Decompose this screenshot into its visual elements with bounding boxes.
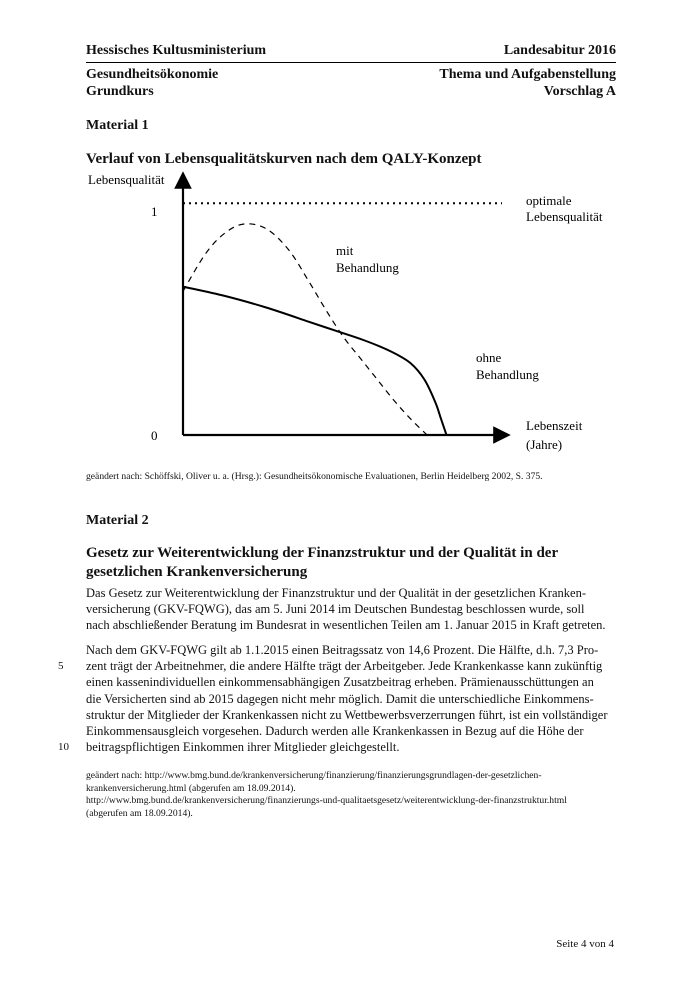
header-row-3 [86, 83, 616, 101]
course-name: Grundkurs [86, 84, 154, 99]
label-with-treatment-2: Behandlung [336, 260, 399, 275]
paragraph-1-line: versicherung (GKV-FQWG), das am 5. Juni 2014 im Deutschen Bundestag beschlossen wurde, soll [86, 602, 585, 617]
label-without-treatment-1: ohne [476, 350, 502, 365]
paragraph-1-line: Das Gesetz zur Weiterentwicklung der Finanzstruktur und der Qualität in der gesetzlichen Kranken- [86, 586, 586, 600]
exam-name: Landesabitur 2016 [503, 43, 616, 58]
ministry-name: Hessisches Kultusministerium [86, 43, 267, 58]
source-line: krankenversicherung.html (abgerufen am 18.09.2014). [86, 782, 296, 794]
subject-name: Gesundheitsökonomie [86, 67, 219, 82]
page-number: Seite 4 von 4 [556, 938, 614, 950]
paragraph-2-line: Nach dem GKV-FQWG gilt ab 1.1.2015 einen Beitragssatz von 14,6 Prozent. Die Hälfte, d.h. 7,3 Pro- [86, 643, 599, 657]
paragraph-2-line: zent trägt der Arbeitnehmer, die andere Hälfte trägt der Arbeitgeber. Jede Krankenkasse kann zukünftig [86, 659, 603, 674]
paragraph-1-line: nach abschließender Beratung im Bundesrat in wesentlichen Teilen am 1. Januar 2015 in Kraft getreten. [86, 618, 606, 633]
label-without-treatment-2: Behandlung [476, 367, 539, 382]
label-optimal-2: Lebensqualität [526, 209, 603, 224]
paragraph-2 [86, 642, 616, 755]
source-line: http://www.bmg.bund.de/krankenversicherung/finanzierungs-und-qualitaetsgesetz/weiterentwicklung-der-finanzstruktur.html [86, 795, 567, 806]
material2-source [86, 770, 626, 820]
line-number-10: 10 [58, 741, 69, 753]
y-tick-one: 1 [151, 204, 158, 219]
series-with-treatment-line [183, 224, 427, 435]
header-row-1 [86, 42, 616, 60]
material1-source: geändert nach: Schöffski, Oliver u. a. (Hrsg.): Gesundheitsökonomische Evaluationen, Berlin Heidelberg 2002, S. 375. [86, 471, 543, 482]
paragraph-2-line: einen kassenindividuellen einkommensabhängigen Zusatzbeitrag erheben. Prämienausschüttungen an [86, 675, 594, 690]
source-line: (abgerufen am 18.09.2014). [86, 807, 193, 819]
y-tick-zero: 0 [151, 428, 158, 443]
series-without-treatment-line [183, 287, 447, 435]
material1-label: Material 1 [86, 118, 149, 133]
line-number-5: 5 [58, 660, 64, 672]
proposal-label: Vorschlag A [543, 84, 616, 99]
material2-title [86, 544, 626, 582]
paragraph-2-line: struktur der Mitglieder der Krankenkassen nicht zu Wettbewerbsverzerrungen führt, ist ein vollständiger [86, 707, 608, 722]
x-axis-label-1: Lebenszeit [526, 418, 583, 433]
source-line: geändert nach: http://www.bmg.bund.de/krankenversicherung/finanzierung/finanzierungsgrundlagen-der-gesetzlichen- [86, 770, 542, 781]
header-row-2 [86, 66, 616, 84]
material2-title-line-1: Gesetz zur Weiterentwicklung der Finanzstruktur und der Qualität in der [86, 545, 559, 561]
paragraph-2-line: Einkommensausgleich vorgesehen. Dadurch werden alle Krankenkassen in Bezug auf die Höhe der [86, 724, 584, 739]
material1-title: Verlauf von Lebensqualitätskurven nach dem QALY-Konzept [86, 151, 482, 167]
topic-label: Thema und Aufgabenstellung [439, 67, 616, 82]
y-axis-label: Lebensqualität [88, 172, 165, 187]
material2-title-line-2: gesetzlichen Krankenversicherung [86, 564, 308, 580]
label-optimal-1: optimale [526, 193, 572, 208]
header-rule [86, 62, 616, 63]
paragraph-2-line: beitragspflichtigen Einkommen ihrer Mitglieder gleichgestellt. [86, 740, 400, 755]
label-with-treatment-1: mit [336, 243, 354, 258]
qaly-chart [0, 165, 700, 465]
paragraph-1 [86, 585, 616, 634]
x-axis-label-2: (Jahre) [526, 437, 563, 452]
paragraph-2-line: die Versicherten sind ab 2015 dagegen nicht mehr möglich. Damit die unterschiedliche Einkommens- [86, 691, 594, 706]
material2-label: Material 2 [86, 513, 149, 528]
